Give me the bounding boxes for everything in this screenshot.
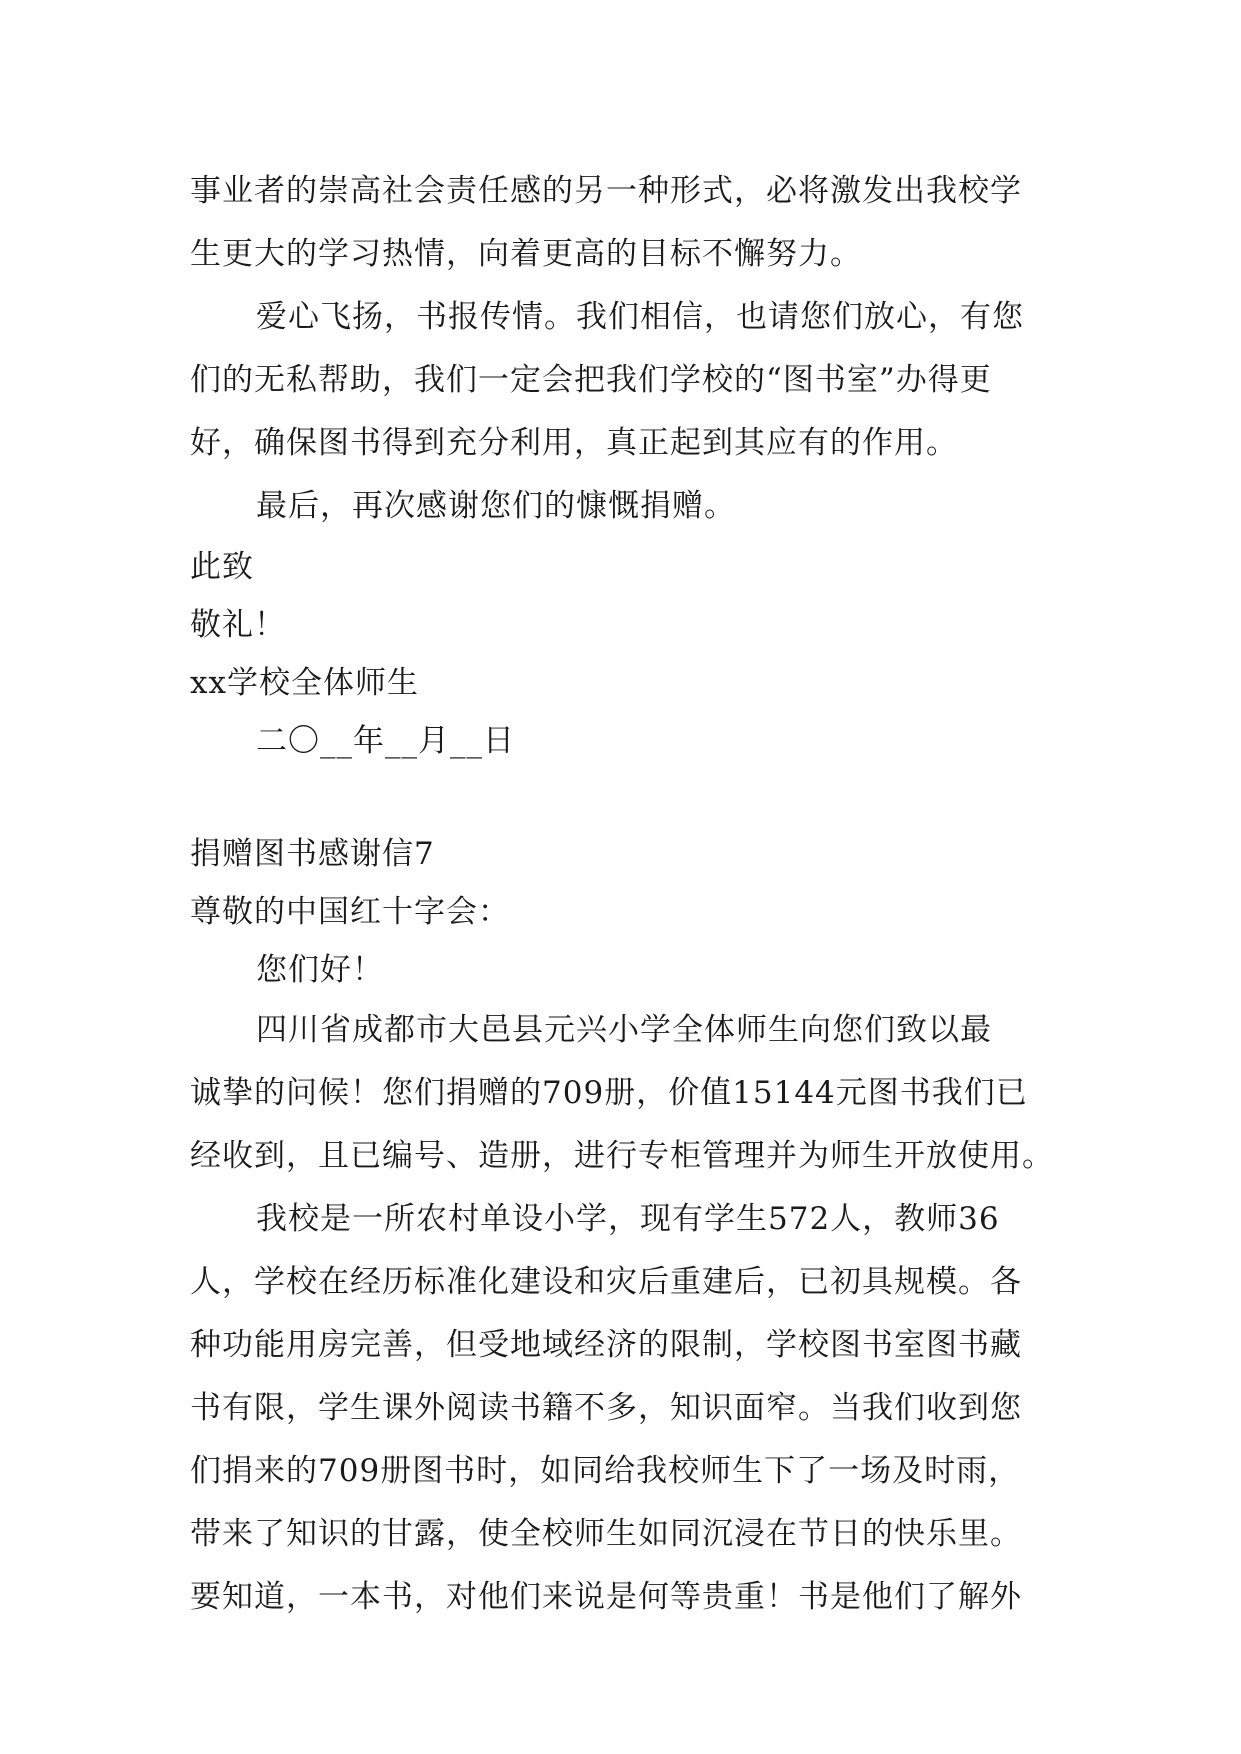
paragraph-school-intro	[190, 1188, 1070, 1629]
closing-cizhi: 此致	[190, 549, 254, 585]
text-line: 好，确保图书得到充分利用，真正起到其应有的作用。	[190, 425, 958, 461]
letter-title: 捐赠图书感谢信7	[190, 836, 435, 872]
text-line: 经收到，且已编号、造册，进行专柜管理并为师生开放使用。	[190, 1138, 1054, 1174]
text-line: 们捐来的709册图书时，如同给我校师生下了一场及时雨，	[190, 1453, 1021, 1489]
text-line: 事业者的崇高社会责任感的另一种形式，必将激发出我校学	[190, 173, 1022, 209]
section-gap	[190, 770, 1070, 825]
paragraph-love-flies	[190, 286, 1070, 475]
text-line: 生更大的学习热情，向着更高的目标不懈努力。	[190, 236, 862, 272]
signature: xx学校全体师生	[190, 665, 419, 701]
text-line: 爱心飞扬，书报传情。我们相信，也请您们放心，有您	[256, 299, 1024, 335]
document-page	[190, 160, 1070, 1629]
date-line: 二〇__年__月__日	[256, 723, 515, 759]
text-line: 人，学校在经历标准化建设和灾后重建后，已初具规模。各	[190, 1264, 1022, 1300]
text-line: 我校是一所农村单设小学，现有学生572人，教师36	[256, 1201, 1000, 1237]
salutation: 尊敬的中国红十字会：	[190, 894, 510, 930]
text-line: 带来了知识的甘露，使全校师生如同沉浸在节日的快乐里。	[190, 1516, 1022, 1552]
text-line: 要知道，一本书，对他们来说是何等贵重！书是他们了解外	[190, 1579, 1022, 1615]
text-line: 种功能用房完善，但受地域经济的限制，学校图书室图书藏	[190, 1327, 1022, 1363]
text-line: 四川省成都市大邑县元兴小学全体师生向您们致以最	[256, 1012, 992, 1048]
text-line: 诚挚的问候！您们捐赠的709册，价值15144元图书我们已	[190, 1075, 1028, 1111]
closing-jingli: 敬礼！	[190, 607, 286, 643]
text-line: 们的无私帮助，我们一定会把我们学校的“图书室”办得更	[190, 362, 992, 398]
text-line: 书有限，学生课外阅读书籍不多，知识面窄。当我们收到您	[190, 1390, 1022, 1426]
paragraph-received-books	[190, 999, 1070, 1188]
greeting: 您们好！	[256, 952, 384, 988]
paragraph-final-thanks: 最后，再次感谢您们的慷慨捐赠。	[256, 488, 736, 524]
paragraph-social-responsibility	[190, 160, 1070, 286]
